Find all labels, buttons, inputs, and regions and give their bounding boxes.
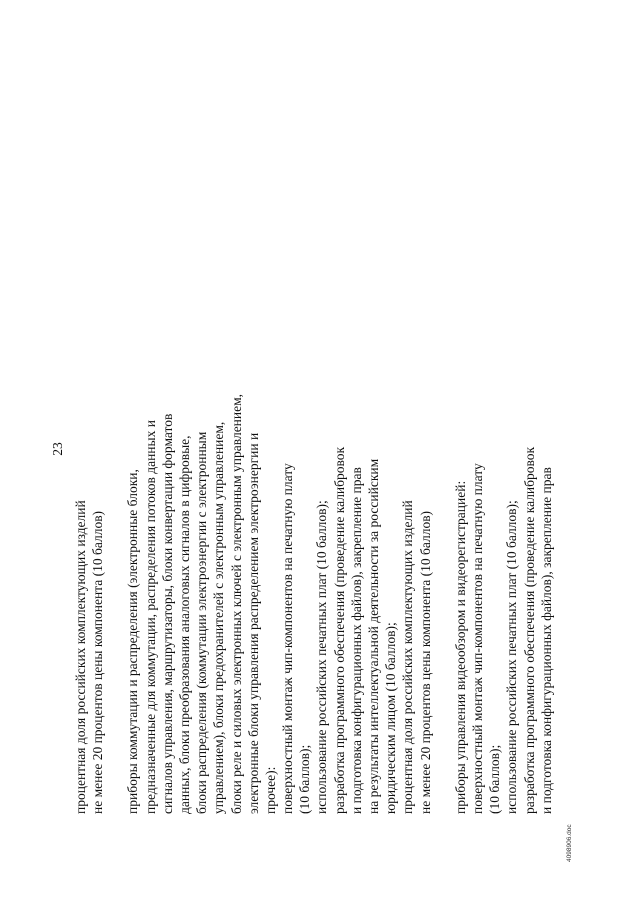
paragraph-block (124, 84, 433, 814)
rotated-text-block (50, 84, 554, 814)
paragraph-block (72, 84, 106, 814)
paragraph-block (452, 84, 555, 814)
text-line: поверхностный монтаж чип-компонентов на печатную плату (469, 463, 485, 814)
paragraph-gap (106, 84, 124, 814)
text-line: сигналов управления, маршрутизаторы, блоки конвертации форматов (159, 413, 175, 814)
text-line: и подготовка конфигурационных файлов), закрепление прав (348, 467, 364, 814)
text-line: поверхностный монтаж чип-компонентов на печатную плату (280, 463, 296, 814)
text-line: и подготовка конфигурационных файлов), закрепление прав (538, 467, 554, 814)
page-number: 23 (50, 442, 65, 456)
text-line: использование российских печатных плат (10 баллов); (504, 500, 520, 814)
text-line: блоки распределения (коммутации электроэнергии с электронным (194, 431, 210, 814)
text-line: управлением), блоки предохранителей с электронным управлением, (211, 421, 227, 814)
text-line: не менее 20 процентов цены компонента (10 баллов) (417, 510, 433, 814)
text-line: не менее 20 процентов цены компонента (10 баллов) (90, 510, 106, 814)
text-line: электронные блоки управления распределением электроэнергии и (245, 432, 261, 814)
file-name-footer: 4098906.doc (566, 824, 573, 862)
text-line: приборы управления видеообзором и видеорегистрацией: (452, 480, 468, 814)
text-line: данных, блоки преобразования аналоговых сигналов в цифровые, (176, 435, 192, 814)
text-line: разработка программного обеспечения (проведение калибровок (331, 446, 347, 814)
text-line: (10 баллов); (487, 744, 503, 814)
text-line: разработка программного обеспечения (проведение калибровок (521, 446, 537, 814)
text-line: юридическим лицом (10 баллов); (383, 622, 399, 814)
text-line: процентная доля российских комплектующих изделий (73, 500, 88, 814)
text-line: блоки реле и силовых электронных ключей с электронным управлением, (228, 393, 244, 814)
text-line: использование российских печатных плат (10 баллов); (314, 500, 330, 814)
text-line: процентная доля российских комплектующих изделий (400, 500, 416, 814)
text-line: на результаты интеллектуальной деятельности за российским (366, 458, 381, 814)
text-line: (10 баллов); (297, 744, 313, 814)
text-line: приборы коммутации и распределения (электронные блоки, (125, 469, 141, 814)
text-line: прочее): (262, 766, 278, 814)
text-line: предназначенные для коммутации, распределения потоков данных и (142, 420, 158, 814)
paragraph-gap (434, 84, 452, 814)
